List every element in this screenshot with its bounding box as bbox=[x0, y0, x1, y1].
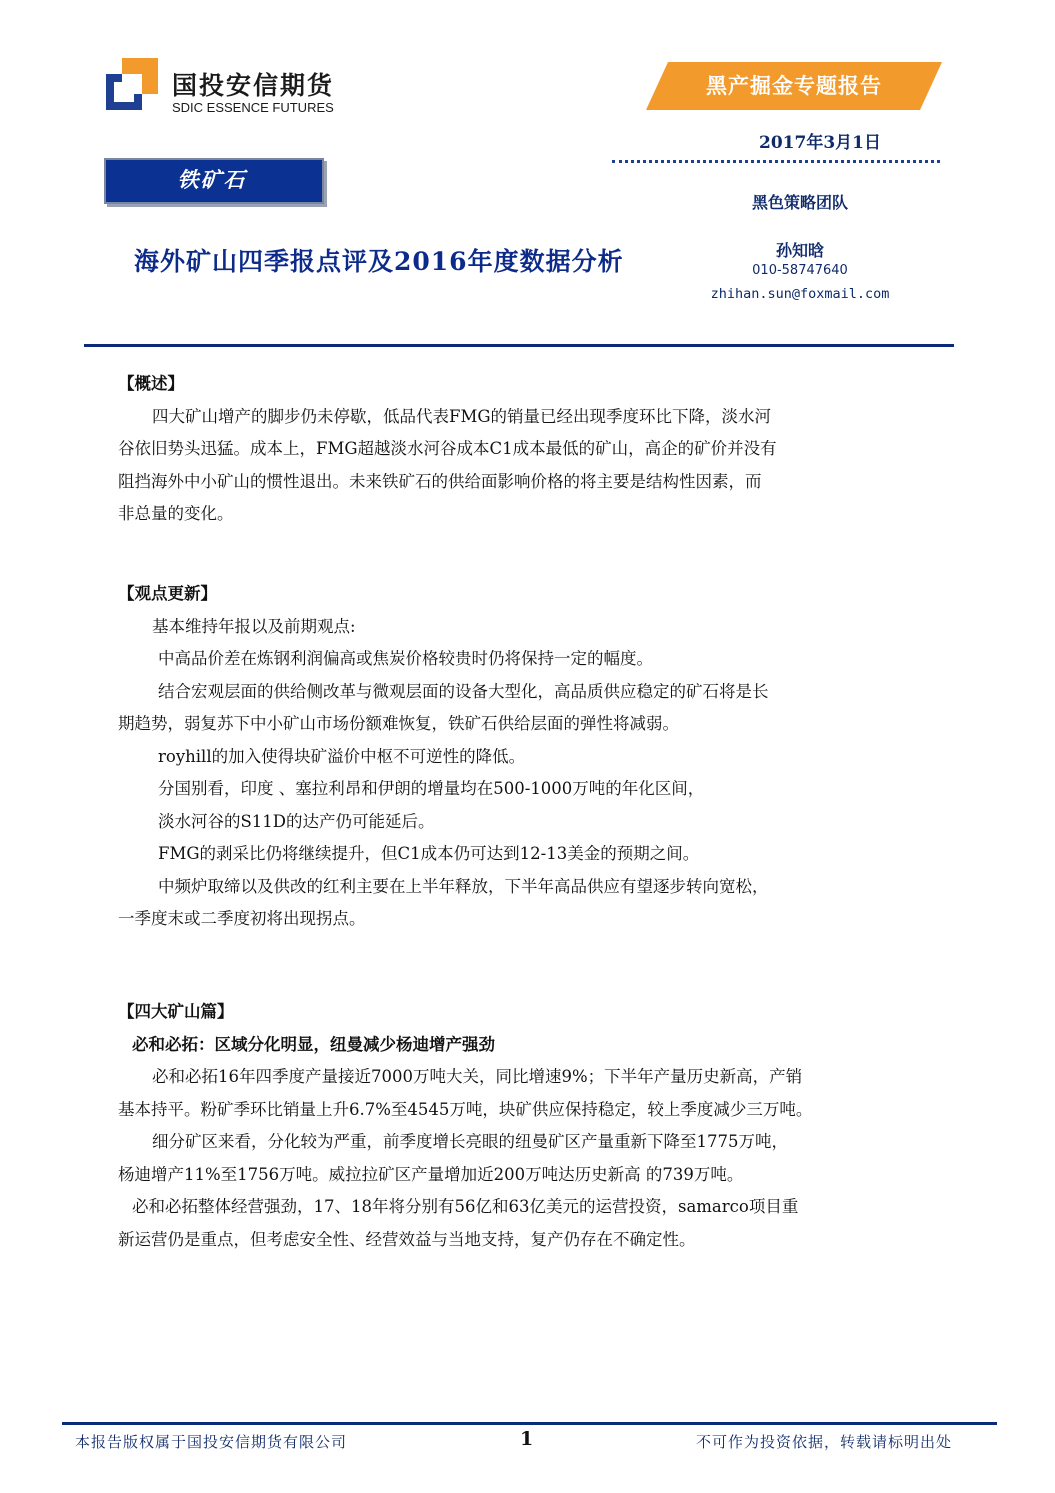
report-date: 2017年3月1日 bbox=[759, 133, 881, 153]
team-name: 黑色策略团队 bbox=[751, 193, 848, 212]
paragraph-line: 必和必拓16年四季度产量接近7000万吨大关，同比增速9%；下半年产量历史新高，产销 bbox=[152, 1067, 803, 1086]
section-heading: 【观点更新】 bbox=[118, 584, 217, 603]
mines-section bbox=[118, 996, 918, 1256]
paragraph-line: 四大矿山增产的脚步仍未停歇，低品代表FMG的销量已经出现季度环比下降，淡水河 bbox=[152, 406, 772, 426]
subsection-heading: 必和必拓：区域分化明显，纽曼减少杨迪增产强劲 bbox=[132, 1034, 495, 1054]
paragraph-line: 谷依旧势头迅猛。成本上，FMG超越淡水河谷成本C1成本最低的矿山，高企的矿价并没有 bbox=[118, 439, 777, 458]
footer-copyright: 本报告版权属于国投安信期货有限公司 bbox=[75, 1433, 348, 1451]
footer-rule bbox=[62, 1422, 997, 1425]
paragraph-line: 中高品价差在炼钢利润偏高或焦炭价格较贵时仍将保持一定的幅度。 bbox=[158, 649, 653, 668]
paragraph-line: 分国别看，印度 、塞拉利昂和伊朗的增量均在500-1000万吨的年化区间， bbox=[158, 779, 705, 798]
paragraph-line: 淡水河谷的S11D的达产仍可能延后。 bbox=[158, 811, 435, 831]
paragraph-line: 细分矿区来看，分化较为严重，前季度增长亮眼的纽曼矿区产量重新下降至1775万吨， bbox=[152, 1132, 788, 1151]
paragraph-line: 新运营仍是重点，但考虑安全性、经营效益与当地支持，复产仍存在不确定性。 bbox=[118, 1229, 696, 1249]
company-logo-icon bbox=[106, 58, 158, 110]
paragraph-line: 基本持平。粉矿季环比销量上升6.7%至4545万吨，块矿供应保持稳定，较上季度减少三万吨。 bbox=[118, 1099, 813, 1119]
paragraph-line: 期趋势，弱复苏下中小矿山市场份额难恢复，铁矿石供给层面的弹性将减弱。 bbox=[118, 714, 679, 733]
page-number: 1 bbox=[520, 1428, 534, 1450]
report-title: 海外矿山四季报点评及2016年度数据分析 bbox=[134, 247, 624, 276]
dotted-divider bbox=[612, 160, 940, 163]
author-phone: 010-58747640 bbox=[752, 263, 848, 278]
company-name-en: SDIC ESSENCE FUTURES bbox=[172, 100, 334, 115]
paragraph-line: 阻挡海外中小矿山的惯性退出。未来铁矿石的供给面影响价格的将主要是结构性因素，而 bbox=[118, 471, 762, 491]
category-label: 铁矿石 bbox=[177, 167, 247, 192]
update-section bbox=[118, 578, 918, 936]
overview-section bbox=[118, 368, 918, 531]
paragraph-line: 一季度末或二季度初将出现拐点。 bbox=[118, 909, 366, 928]
paragraph-line: 基本维持年报以及前期观点: bbox=[152, 616, 356, 636]
company-name-cn: 国投安信期货 bbox=[172, 71, 335, 100]
author-email: zhihan.sun@foxmail.com bbox=[710, 286, 890, 302]
paragraph-line: 杨迪增产11%至1756万吨。威拉拉矿区产量增加近200万吨达历史新高 的739万吨。 bbox=[118, 1164, 744, 1184]
paragraph-line: royhill的加入使得块矿溢价中枢不可逆性的降低。 bbox=[158, 746, 526, 766]
paragraph-line: FMG的剥采比仍将继续提升，但C1成本仍可达到12-13美金的预期之间。 bbox=[158, 844, 700, 863]
paragraph-line: 中频炉取缔以及供改的红利主要在上半年释放，下半年高品供应有望逐步转向宽松， bbox=[158, 876, 769, 896]
footer-disclaimer: 不可作为投资依据，转载请标明出处 bbox=[696, 1433, 953, 1451]
paragraph-line: 必和必拓整体经营强劲，17、18年将分别有56亿和63亿美元的运营投资，samarco项目重 bbox=[132, 1197, 799, 1216]
paragraph-line: 非总量的变化。 bbox=[118, 504, 234, 523]
section-heading: 【四大矿山篇】 bbox=[118, 1002, 234, 1021]
report-type-label: 黑产掘金专题报告 bbox=[706, 74, 882, 98]
header-rule bbox=[84, 344, 954, 347]
author-name: 孙知晗 bbox=[775, 241, 824, 260]
section-heading: 【概述】 bbox=[118, 374, 184, 393]
paragraph-line: 结合宏观层面的供给侧改革与微观层面的设备大型化，高品质供应稳定的矿石将是长 bbox=[158, 681, 769, 701]
